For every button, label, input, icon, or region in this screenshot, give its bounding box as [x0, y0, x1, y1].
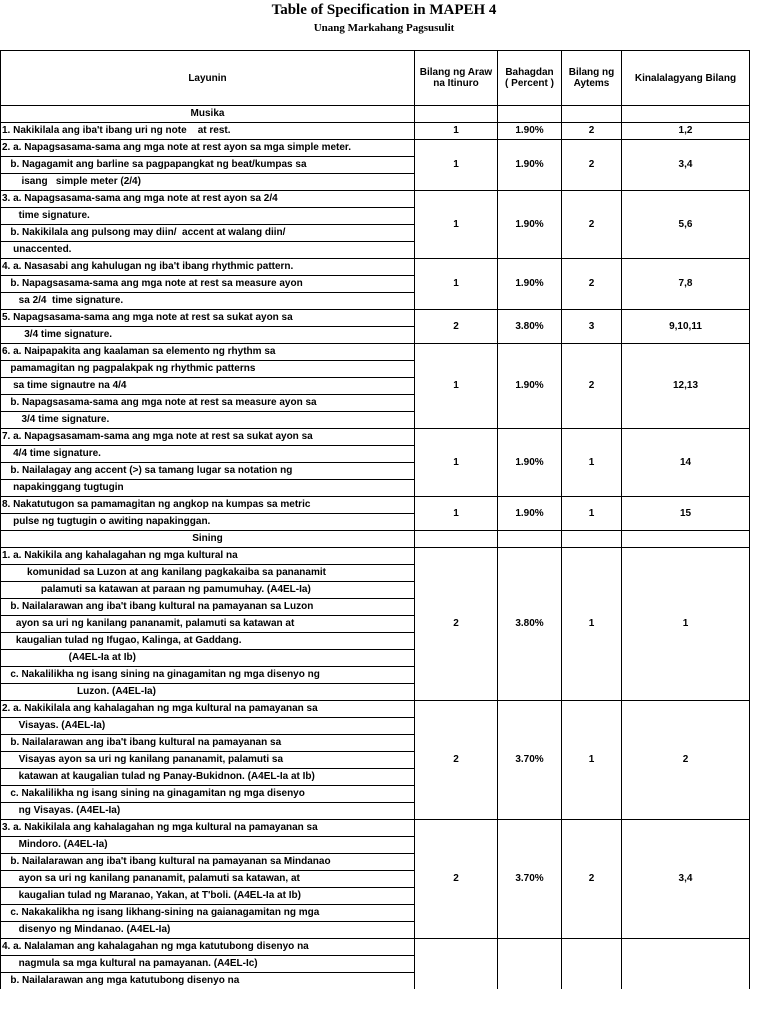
objective-line: 7. a. Napagsasamam-sama ang mga note at rest sa sukat ayon sa: [1, 429, 415, 446]
header-araw: Bilang ng Araw na Itinuro: [415, 51, 498, 106]
table-row: [1, 259, 750, 276]
empty-cell: [415, 531, 498, 548]
objective-line: 1. a. Nakikila ang kahalagahan ng mga kultural na: [1, 548, 415, 565]
araw-cell: 1: [415, 191, 498, 259]
araw-cell: 2: [415, 310, 498, 344]
araw-cell: [415, 939, 498, 990]
araw-cell: 2: [415, 701, 498, 820]
aytems-cell: 1: [562, 429, 622, 497]
araw-cell: 1: [415, 123, 498, 140]
objective-line: kaugalian tulad ng Maranao, Yakan, at T'boli. (A4EL-Ia at Ib): [1, 888, 415, 905]
percent-cell: 1.90%: [498, 344, 562, 429]
objective-line: b. Napagsasama-sama ang mga note at rest sa measure ayon sa: [1, 395, 415, 412]
objective-line: ayon sa uri ng kanilang pananamit, palamuti sa katawan at: [1, 616, 415, 633]
aytems-cell: 2: [562, 344, 622, 429]
objective-line: 8. Nakatutugon sa pamamagitan ng angkop na kumpas sa metric: [1, 497, 415, 514]
table-row: [1, 140, 750, 157]
bilang-cell: [622, 939, 750, 990]
bilang-cell: 15: [622, 497, 750, 531]
objective-line: komunidad sa Luzon at ang kanilang pagkakaiba sa pananamit: [1, 565, 415, 582]
aytems-cell: 2: [562, 123, 622, 140]
araw-cell: 1: [415, 140, 498, 191]
aytems-cell: 2: [562, 820, 622, 939]
percent-cell: 1.90%: [498, 123, 562, 140]
objective-line: b. Nagagamit ang barline sa pagpapangkat ng beat/kumpas sa: [1, 157, 415, 174]
objective-line: 4. a. Nalalaman ang kahalagahan ng mga katutubong disenyo na: [1, 939, 415, 956]
section-title: Sining: [1, 531, 415, 548]
header-bahagdan-label: Bahagdan: [505, 67, 554, 78]
empty-cell: [498, 106, 562, 123]
objective-line: ayon sa uri ng kanilang pananamit, palamuti sa katawan, at: [1, 871, 415, 888]
objective-line: Mindoro. (A4EL-Ia): [1, 837, 415, 854]
araw-cell: 1: [415, 429, 498, 497]
objective-line: b. Nailalagay ang accent (>) sa tamang lugar sa notation ng: [1, 463, 415, 480]
objective-line: kaugalian tulad ng Ifugao, Kalinga, at Gaddang.: [1, 633, 415, 650]
araw-cell: 1: [415, 497, 498, 531]
objective-line: 5. Napagsasama-sama ang mga note at rest sa sukat ayon sa: [1, 310, 415, 327]
header-layunin: Layunin: [1, 51, 415, 106]
objective-line: sa time signautre na 4/4: [1, 378, 415, 395]
objective-line: ng Visayas. (A4EL-Ia): [1, 803, 415, 820]
table-row: [1, 497, 750, 514]
table-row: [1, 191, 750, 208]
table-row: [1, 701, 750, 718]
header-kinalalagyan: Kinalalagyang Bilang: [622, 51, 750, 106]
empty-cell: [562, 106, 622, 123]
section-header-row: [1, 106, 750, 123]
objective-line: 3. a. Napagsasama-sama ang mga note at rest ayon sa 2/4: [1, 191, 415, 208]
objective-line: 2. a. Napagsasama-sama ang mga note at rest ayon sa mga simple meter.: [1, 140, 415, 157]
document-subtitle: Unang Markahang Pagsusulit: [313, 22, 455, 34]
table-row: [1, 344, 750, 361]
empty-cell: [622, 106, 750, 123]
aytems-cell: 1: [562, 497, 622, 531]
bilang-cell: 12,13: [622, 344, 750, 429]
percent-cell: 3.80%: [498, 548, 562, 701]
objective-line: c. Nakalilikha ng isang sining na ginagamitan ng mga disenyo: [1, 786, 415, 803]
objective-line: katawan at kaugalian tulad ng Panay-Bukidnon. (A4EL-Ia at Ib): [1, 769, 415, 786]
objective-line: 3. a. Nakikilala ang kahalagahan ng mga kultural na pamayanan sa: [1, 820, 415, 837]
table-row: [1, 310, 750, 327]
percent-cell: 1.90%: [498, 259, 562, 310]
empty-cell: [498, 531, 562, 548]
objective-line: disenyo ng Mindanao. (A4EL-Ia): [1, 922, 415, 939]
percent-cell: 3.70%: [498, 820, 562, 939]
header-aytems: Bilang ng Aytems: [562, 51, 622, 106]
table-row: [1, 548, 750, 565]
percent-cell: 1.90%: [498, 497, 562, 531]
araw-cell: 1: [415, 259, 498, 310]
objective-line: 6. a. Naipapakita ang kaalaman sa elemento ng rhythm sa: [1, 344, 415, 361]
objective-line: c. Nakalilikha ng isang sining na ginagamitan ng mga disenyo ng: [1, 667, 415, 684]
objective-line: time signature.: [1, 208, 415, 225]
bilang-cell: 2: [622, 701, 750, 820]
objective-line: c. Nakakalikha ng isang likhang-sining na gaianagamitan ng mga: [1, 905, 415, 922]
objective-line: 2. a. Nakikilala ang kahalagahan ng mga kultural na pamayanan sa: [1, 701, 415, 718]
aytems-cell: 2: [562, 191, 622, 259]
percent-cell: 1.90%: [498, 429, 562, 497]
objective-line: unaccented.: [1, 242, 415, 259]
table-row: [1, 939, 750, 956]
bilang-cell: 9,10,11: [622, 310, 750, 344]
objective-line: napakinggang tugtugin: [1, 480, 415, 497]
araw-cell: 1: [415, 344, 498, 429]
aytems-cell: 3: [562, 310, 622, 344]
objective-line: b. Nailalarawan ang iba't ibang kultural na pamayanan sa Mindanao: [1, 854, 415, 871]
objective-line: b. Nakikilala ang pulsong may diin/ accent at walang diin/: [1, 225, 415, 242]
objective-line: b. Napagsasama-sama ang mga note at rest sa measure ayon: [1, 276, 415, 293]
aytems-cell: [562, 939, 622, 990]
bilang-cell: 7,8: [622, 259, 750, 310]
aytems-cell: 1: [562, 701, 622, 820]
table-row: [1, 429, 750, 446]
empty-cell: [622, 531, 750, 548]
aytems-cell: 2: [562, 140, 622, 191]
header-percent-label: ( Percent ): [505, 78, 554, 89]
bilang-cell: 3,4: [622, 820, 750, 939]
empty-cell: [415, 106, 498, 123]
aytems-cell: 2: [562, 259, 622, 310]
percent-cell: 1.90%: [498, 140, 562, 191]
objective-line: nagmula sa mga kultural na pamayanan. (A4EL-Ic): [1, 956, 415, 973]
table-row: [1, 820, 750, 837]
table-header-row: [1, 51, 750, 106]
objective-line: pulse ng tugtugin o awiting napakinggan.: [1, 514, 415, 531]
araw-cell: 2: [415, 820, 498, 939]
objective-line: 4/4 time signature.: [1, 446, 415, 463]
objective-line: 3/4 time signature.: [1, 412, 415, 429]
bilang-cell: 5,6: [622, 191, 750, 259]
objective-line: isang simple meter (2/4): [1, 174, 415, 191]
percent-cell: 3.70%: [498, 701, 562, 820]
percent-cell: [498, 939, 562, 990]
objective-line: (A4EL-Ia at Ib): [1, 650, 415, 667]
araw-cell: 2: [415, 548, 498, 701]
objective-line: b. Nailalarawan ang iba't ibang kultural na pamayanan sa: [1, 735, 415, 752]
table-row: [1, 123, 750, 140]
objective-line: sa 2/4 time signature.: [1, 293, 415, 310]
header-bahagdan: [498, 51, 562, 106]
bilang-cell: 14: [622, 429, 750, 497]
objective-line: 1. Nakikilala ang iba't ibang uri ng note at rest.: [1, 123, 415, 140]
document-title: Table of Specification in MAPEH 4: [271, 2, 497, 18]
percent-cell: 3.80%: [498, 310, 562, 344]
objective-line: pamamagitan ng pagpalakpak ng rhythmic patterns: [1, 361, 415, 378]
percent-cell: 1.90%: [498, 191, 562, 259]
objective-line: palamuti sa katawan at paraan ng pamumuhay. (A4EL-Ia): [1, 582, 415, 599]
aytems-cell: 1: [562, 548, 622, 701]
section-header-row: [1, 531, 750, 548]
specification-table: [0, 50, 750, 989]
objective-line: 4. a. Nasasabi ang kahulugan ng iba't ibang rhythmic pattern.: [1, 259, 415, 276]
bilang-cell: 1,2: [622, 123, 750, 140]
objective-line: Visayas ayon sa uri ng kanilang pananamit, palamuti sa: [1, 752, 415, 769]
table-body: [1, 106, 750, 990]
objective-line: Visayas. (A4EL-Ia): [1, 718, 415, 735]
bilang-cell: 3,4: [622, 140, 750, 191]
objective-line: b. Nailalarawan ang mga katutubong disenyo na: [1, 973, 415, 990]
objective-line: Luzon. (A4EL-Ia): [1, 684, 415, 701]
objective-line: b. Nailalarawan ang iba't ibang kultural na pamayanan sa Luzon: [1, 599, 415, 616]
empty-cell: [562, 531, 622, 548]
bilang-cell: 1: [622, 548, 750, 701]
section-title: Musika: [1, 106, 415, 123]
objective-line: 3/4 time signature.: [1, 327, 415, 344]
